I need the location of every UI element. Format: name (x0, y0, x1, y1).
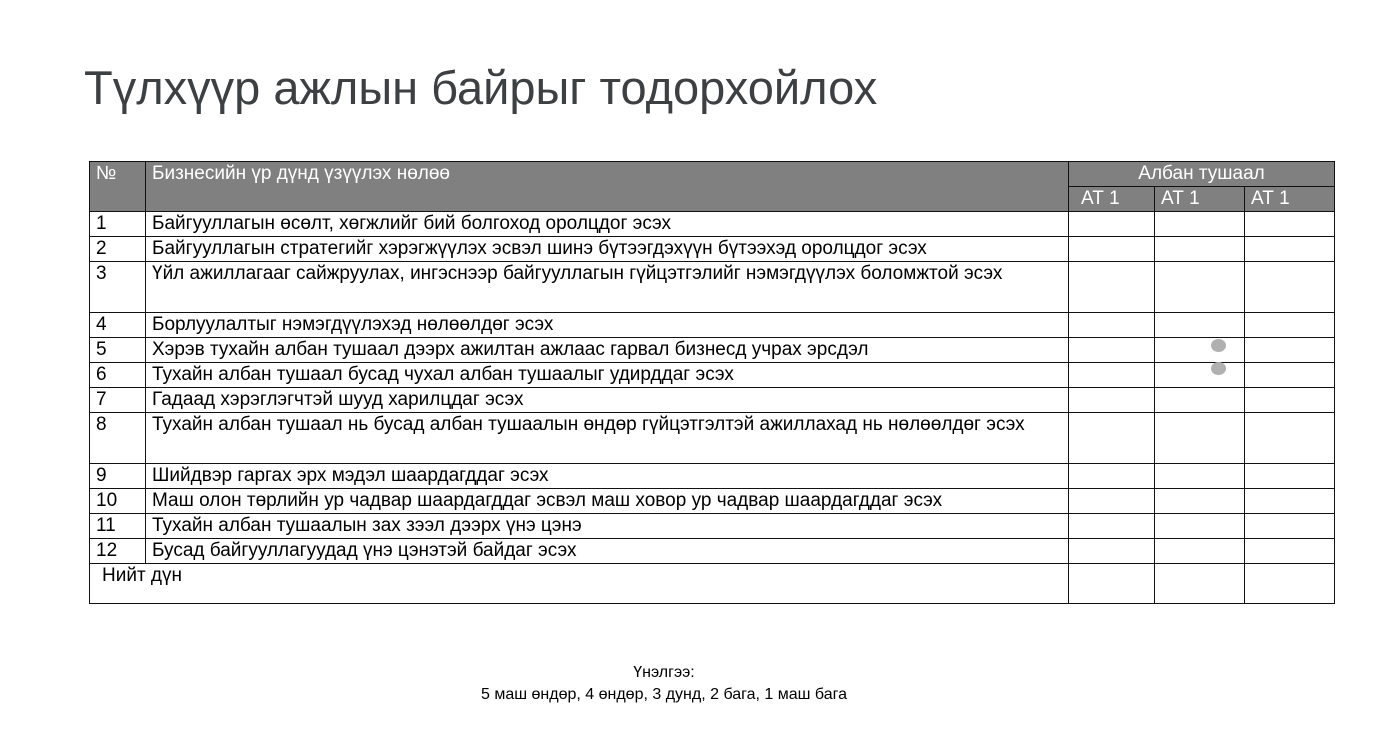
table-row (90, 262, 1335, 313)
total-row (90, 564, 1335, 604)
row-factor: Тухайн албан тушаалын зах зээл дээрх үнэ цэнэ (146, 514, 1069, 539)
row-number: 4 (90, 313, 146, 338)
score-cell[interactable] (1155, 212, 1245, 237)
rating-legend (0, 662, 1328, 706)
row-factor: Байгууллагын өсөлт, хөгжлийг бий болгоход оролцдог эсэх (146, 212, 1069, 237)
header-factor: Бизнесийн үр дүнд үзүүлэх нөлөө (146, 162, 1069, 212)
score-cell[interactable] (1155, 388, 1245, 413)
score-cell[interactable] (1155, 564, 1245, 604)
row-number: 7 (90, 388, 146, 413)
row-number: 9 (90, 464, 146, 489)
score-cell[interactable] (1069, 262, 1155, 313)
row-number: 11 (90, 514, 146, 539)
row-factor: Байгууллагын стратегийг хэрэгжүүлэх эсвэл шинэ бүтээгдэхүүн бүтээхэд оролцдог эсэх (146, 237, 1069, 262)
header-no: № (90, 162, 146, 212)
score-cell[interactable] (1245, 262, 1335, 313)
score-cell[interactable] (1069, 514, 1155, 539)
score-cell[interactable] (1245, 237, 1335, 262)
page-title: Түлхүүр ажлын байрыг тодорхойлох (84, 61, 878, 114)
dot-marker (1211, 362, 1226, 375)
score-cell[interactable] (1245, 363, 1335, 388)
row-number: 12 (90, 539, 146, 564)
row-number: 8 (90, 413, 146, 464)
row-number: 6 (90, 363, 146, 388)
score-cell[interactable] (1155, 338, 1245, 363)
score-cell[interactable] (1155, 489, 1245, 514)
score-cell[interactable] (1245, 539, 1335, 564)
score-cell[interactable] (1155, 514, 1245, 539)
score-cell[interactable] (1155, 363, 1245, 388)
table-row (90, 539, 1335, 564)
score-cell[interactable] (1245, 413, 1335, 464)
row-factor: Борлуулалтыг нэмэгдүүлэхэд нөлөөлдөг эсэх (146, 313, 1069, 338)
row-number: 10 (90, 489, 146, 514)
score-cell[interactable] (1245, 313, 1335, 338)
table-row (90, 363, 1335, 388)
score-cell[interactable] (1069, 212, 1155, 237)
header-positions-group: Албан тушаал (1069, 162, 1335, 187)
score-cell[interactable] (1069, 464, 1155, 489)
row-number: 2 (90, 237, 146, 262)
row-number: 5 (90, 338, 146, 363)
score-cell[interactable] (1245, 212, 1335, 237)
row-factor: Бусад байгууллагуудад үнэ цэнэтэй байдаг эсэх (146, 539, 1069, 564)
score-cell[interactable] (1069, 388, 1155, 413)
score-cell[interactable] (1069, 489, 1155, 514)
row-number: 1 (90, 212, 146, 237)
row-factor: Хэрэв тухайн албан тушаал дээрх ажилтан ажлаас гарвал бизнесд учрах эрсдэл (146, 338, 1069, 363)
score-cell[interactable] (1069, 363, 1155, 388)
score-cell[interactable] (1155, 237, 1245, 262)
row-factor: Шийдвэр гаргах эрх мэдэл шаардагддаг эсэх (146, 464, 1069, 489)
score-cell[interactable] (1069, 237, 1155, 262)
table-row (90, 489, 1335, 514)
header-position: АТ 1 (1069, 187, 1155, 212)
table-row (90, 388, 1335, 413)
header-position: АТ 1 (1155, 187, 1245, 212)
score-cell[interactable] (1069, 539, 1155, 564)
header-position: АТ 1 (1245, 187, 1335, 212)
row-factor: Маш олон төрлийн ур чадвар шаардагддаг эсвэл маш ховор ур чадвар шаардагддаг эсэх (146, 489, 1069, 514)
legend-heading: Үнэлгээ: (633, 664, 695, 681)
score-cell[interactable] (1069, 413, 1155, 464)
table-row (90, 338, 1335, 363)
table-row (90, 313, 1335, 338)
row-factor: Гадаад хэрэглэгчтэй шууд харилцдаг эсэх (146, 388, 1069, 413)
table-row (90, 514, 1335, 539)
legend-scale: 5 маш өндөр, 4 өндөр, 3 дунд, 2 бага, 1 маш бага (480, 686, 848, 703)
score-cell[interactable] (1245, 564, 1335, 604)
score-cell[interactable] (1245, 338, 1335, 363)
row-factor: Тухайн албан тушаал бусад чухал албан тушаалыг удирддаг эсэх (146, 363, 1069, 388)
dot-marker (1211, 339, 1226, 352)
score-cell[interactable] (1155, 262, 1245, 313)
key-position-table (89, 161, 1335, 604)
score-cell[interactable] (1155, 539, 1245, 564)
score-cell[interactable] (1155, 464, 1245, 489)
score-cell[interactable] (1069, 313, 1155, 338)
row-number: 3 (90, 262, 146, 313)
score-cell[interactable] (1245, 388, 1335, 413)
score-cell[interactable] (1069, 564, 1155, 604)
row-factor: Тухайн албан тушаал нь бусад албан тушаалын өндөр гүйцэтгэлтэй ажиллахад нь нөлөөлдөг эсэх (146, 413, 1069, 464)
table-row (90, 237, 1335, 262)
score-cell[interactable] (1245, 464, 1335, 489)
total-label: Нийт дүн (90, 564, 1069, 604)
score-cell[interactable] (1245, 514, 1335, 539)
score-cell[interactable] (1155, 313, 1245, 338)
table-row (90, 464, 1335, 489)
score-cell[interactable] (1245, 489, 1335, 514)
score-cell[interactable] (1155, 413, 1245, 464)
table-row (90, 212, 1335, 237)
table-row (90, 413, 1335, 464)
row-factor: Үйл ажиллагааг сайжруулах, ингэснээр байгууллагын гүйцэтгэлийг нэмэгдүүлэх боломжтой эсэх (146, 262, 1069, 313)
score-cell[interactable] (1069, 338, 1155, 363)
